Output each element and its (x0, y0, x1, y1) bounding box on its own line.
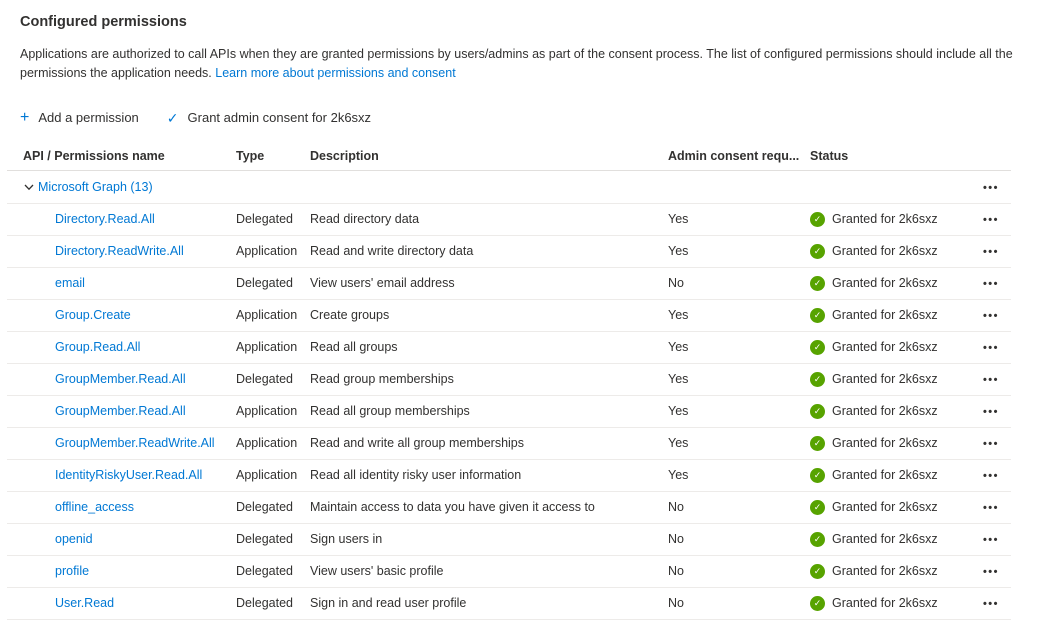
command-bar (20, 104, 1057, 132)
status-text: Granted for 2k6sxz (832, 308, 938, 322)
granted-check-icon: ✓ (810, 372, 825, 387)
admin-consent-required-value: No (668, 596, 684, 610)
granted-check-icon: ✓ (810, 276, 825, 291)
status-text: Granted for 2k6sxz (832, 436, 938, 450)
row-context-menu-button[interactable]: ••• (982, 406, 999, 418)
admin-consent-required-value: Yes (668, 372, 689, 386)
row-context-menu-button[interactable]: ••• (982, 598, 999, 610)
granted-check-icon: ✓ (810, 212, 825, 227)
table-row (7, 364, 1011, 396)
grant-admin-consent-button[interactable] (167, 110, 371, 125)
granted-check-icon: ✓ (810, 404, 825, 419)
permission-name-link[interactable]: User.Read (55, 596, 115, 610)
permission-name-link[interactable]: Group.Create (55, 308, 131, 322)
table-row (7, 268, 1011, 300)
permission-description: Read all identity risky user information (310, 468, 522, 482)
page-description (20, 45, 1020, 83)
granted-check-icon: ✓ (810, 436, 825, 451)
row-context-menu-button[interactable]: ••• (982, 566, 999, 578)
table-row (7, 236, 1011, 268)
permission-description: View users' email address (310, 276, 455, 290)
permission-type: Delegated (236, 372, 293, 386)
status-text: Granted for 2k6sxz (832, 468, 938, 482)
granted-check-icon: ✓ (810, 340, 825, 355)
permission-type: Delegated (236, 500, 293, 514)
group-context-menu-button[interactable]: ••• (982, 181, 999, 194)
status-badge (810, 244, 967, 259)
add-permission-label: Add a permission (38, 110, 139, 125)
permission-name-link[interactable]: IdentityRiskyUser.Read.All (55, 468, 203, 482)
header-type: Type (236, 149, 265, 163)
table-row (7, 460, 1011, 492)
permission-description: Read and write all group memberships (310, 436, 524, 450)
permission-description: Sign users in (310, 532, 383, 546)
status-badge (810, 276, 967, 291)
admin-consent-required-value: Yes (668, 212, 689, 226)
row-context-menu-button[interactable]: ••• (982, 214, 999, 226)
granted-check-icon: ✓ (810, 564, 825, 579)
table-row (7, 300, 1011, 332)
row-context-menu-button[interactable]: ••• (982, 278, 999, 290)
header-api-permissions-name: API / Permissions name (23, 149, 165, 163)
status-text: Granted for 2k6sxz (832, 532, 938, 546)
header-status: Status (810, 149, 849, 163)
status-badge (810, 308, 967, 323)
permission-description: Read all group memberships (310, 404, 470, 418)
row-context-menu-button[interactable]: ••• (982, 246, 999, 258)
status-text: Granted for 2k6sxz (832, 564, 938, 578)
status-text: Granted for 2k6sxz (832, 372, 938, 386)
status-text: Granted for 2k6sxz (832, 340, 938, 354)
permission-description: Maintain access to data you have given it access to (310, 500, 595, 514)
status-text: Granted for 2k6sxz (832, 276, 938, 290)
permission-name-link[interactable]: Group.Read.All (55, 340, 141, 354)
admin-consent-required-value: Yes (668, 244, 689, 258)
permission-description: Create groups (310, 308, 390, 322)
permission-name-link[interactable]: Directory.Read.All (55, 212, 155, 226)
granted-check-icon: ✓ (810, 468, 825, 483)
header-description: Description (310, 149, 379, 163)
status-badge (810, 372, 967, 387)
admin-consent-required-value: No (668, 276, 684, 290)
permission-type: Application (236, 340, 298, 354)
admin-consent-required-value: Yes (668, 468, 689, 482)
table-row (7, 588, 1011, 620)
permission-name-link[interactable]: Directory.ReadWrite.All (55, 244, 184, 258)
row-context-menu-button[interactable]: ••• (982, 342, 999, 354)
permission-type: Delegated (236, 564, 293, 578)
permission-description: Read all groups (310, 340, 398, 354)
row-context-menu-button[interactable]: ••• (982, 374, 999, 386)
permission-name-link[interactable]: GroupMember.Read.All (55, 372, 186, 386)
api-group-link[interactable]: Microsoft Graph (13) (38, 179, 153, 194)
row-context-menu-button[interactable]: ••• (982, 502, 999, 514)
admin-consent-required-value: Yes (668, 436, 689, 450)
row-context-menu-button[interactable]: ••• (982, 438, 999, 450)
permission-type: Application (236, 308, 298, 322)
table-row (7, 396, 1011, 428)
table-body (7, 204, 1011, 620)
status-badge (810, 500, 967, 515)
admin-consent-required-value: Yes (668, 308, 689, 322)
permission-description: View users' basic profile (310, 564, 444, 578)
permission-name-link[interactable]: offline_access (55, 500, 134, 514)
permissions-table (7, 143, 1011, 620)
permission-description: Read directory data (310, 212, 420, 226)
table-row (7, 524, 1011, 556)
chevron-down-icon[interactable] (23, 181, 35, 193)
plus-icon: + (20, 108, 30, 126)
granted-check-icon: ✓ (810, 500, 825, 515)
permission-description: Sign in and read user profile (310, 596, 467, 610)
permission-type: Application (236, 244, 298, 258)
permission-type: Application (236, 404, 298, 418)
status-text: Granted for 2k6sxz (832, 212, 938, 226)
checkmark-icon: ✓ (166, 109, 179, 126)
granted-check-icon: ✓ (810, 596, 825, 611)
admin-consent-required-value: No (668, 564, 684, 578)
admin-consent-required-value: No (668, 532, 684, 546)
granted-check-icon: ✓ (810, 308, 825, 323)
table-header-row (7, 143, 1011, 171)
table-row (7, 492, 1011, 524)
status-badge (810, 596, 967, 611)
add-permission-button[interactable] (20, 110, 139, 126)
table-row (7, 332, 1011, 364)
status-badge (810, 340, 967, 355)
row-context-menu-button[interactable]: ••• (982, 470, 999, 482)
description-text: Applications are authorized to call APIs when they are granted permissions by users/admins as part of the consent process. The list of configured permissions should include all the permissions the application needs. (20, 47, 1013, 80)
row-context-menu-button[interactable]: ••• (982, 310, 999, 322)
status-text: Granted for 2k6sxz (832, 404, 938, 418)
status-badge (810, 436, 967, 451)
permission-description: Read and write directory data (310, 244, 474, 258)
status-badge (810, 532, 967, 547)
admin-consent-required-value: No (668, 500, 684, 514)
permission-type: Application (236, 468, 298, 482)
table-row (7, 204, 1011, 236)
permission-name-link[interactable]: openid (55, 532, 93, 546)
permission-description: Read group memberships (310, 372, 454, 386)
status-text: Granted for 2k6sxz (832, 244, 938, 258)
permission-type: Delegated (236, 276, 293, 290)
status-badge (810, 404, 967, 419)
permission-type: Application (236, 436, 298, 450)
table-row (7, 428, 1011, 460)
admin-consent-required-value: Yes (668, 404, 689, 418)
row-context-menu-button[interactable]: ••• (982, 534, 999, 546)
permission-type: Delegated (236, 212, 293, 226)
permission-type: Delegated (236, 532, 293, 546)
permission-name-link[interactable]: email (55, 276, 85, 290)
granted-check-icon: ✓ (810, 244, 825, 259)
table-row (7, 556, 1011, 588)
permission-name-link[interactable]: profile (55, 564, 90, 578)
permission-name-link[interactable]: GroupMember.Read.All (55, 404, 186, 418)
status-text: Granted for 2k6sxz (832, 500, 938, 514)
learn-more-link[interactable]: Learn more about permissions and consent (215, 65, 456, 80)
permission-type: Delegated (236, 596, 293, 610)
status-badge (810, 212, 967, 227)
grant-admin-consent-label: Grant admin consent for 2k6sxz (187, 110, 372, 125)
status-text: Granted for 2k6sxz (832, 596, 938, 610)
permission-name-link[interactable]: GroupMember.ReadWrite.All (55, 436, 215, 450)
status-badge (810, 468, 967, 483)
status-badge (810, 564, 967, 579)
admin-consent-required-value: Yes (668, 340, 689, 354)
header-admin-consent-required: Admin consent requ... (668, 149, 800, 163)
api-group-row (7, 171, 1011, 204)
page-title: Configured permissions (20, 14, 187, 30)
granted-check-icon: ✓ (810, 532, 825, 547)
